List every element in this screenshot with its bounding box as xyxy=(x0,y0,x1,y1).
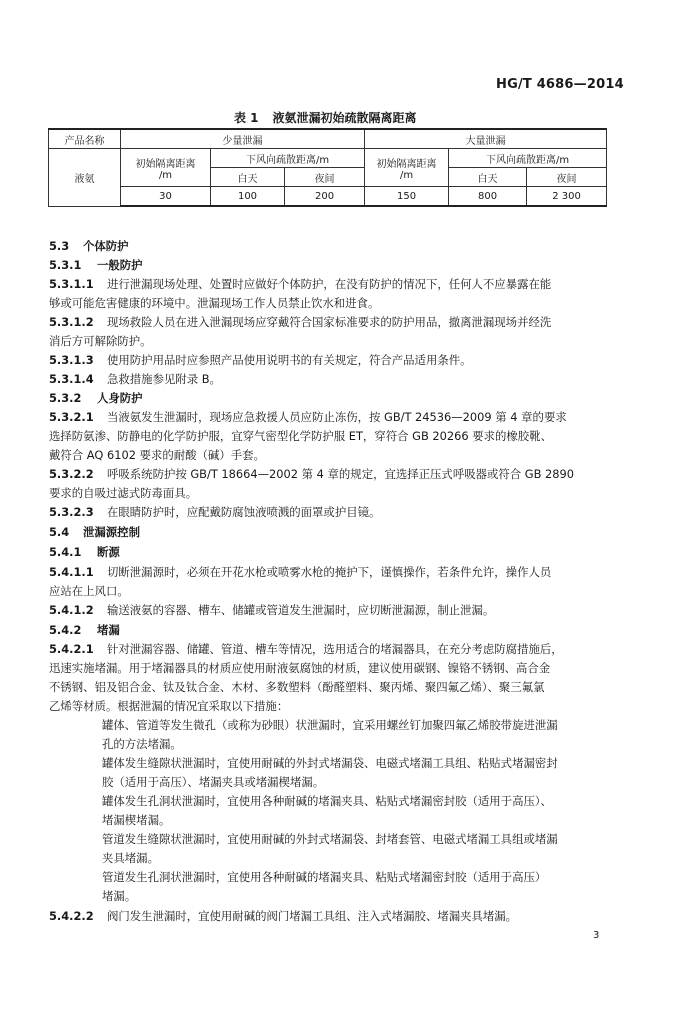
line-text: 戴符合 AQ 6102 要求的耐酸（碱）手套。 xyxy=(49,448,265,462)
section-heading xyxy=(49,622,120,638)
clause-number: 5.3.1.1 xyxy=(49,277,94,291)
line-text: 胶（适用于高压）、堵漏夹具或堵漏楔堵漏。 xyxy=(102,775,325,789)
line-text: 乙烯等材质。根据泄漏的情况宜采取以下措施： xyxy=(49,699,289,713)
paragraph-line xyxy=(49,698,288,714)
clause-number: 5.3.1.2 xyxy=(49,315,94,329)
line-text: 一般防护 xyxy=(97,258,143,272)
header-initial-distance-unit: /m xyxy=(399,169,414,181)
line-text: 管道发生缝隙状泄漏时，宜使用耐碱的外封式堵漏袋、封堵套管、电磁式堵漏工具组或堵漏 xyxy=(102,832,558,846)
line-text: 消后方可解除防护。 xyxy=(49,334,152,348)
cell-product-name: 液氨 xyxy=(49,149,121,207)
header-initial-distance-label: 初始隔离距离 xyxy=(376,158,437,170)
line-text: 堵漏楔堵漏。 xyxy=(102,813,171,827)
line-text: 在眼睛防护时，应配戴防腐蚀液喷溅的面罩或护目镜。 xyxy=(107,505,381,519)
paragraph-line xyxy=(49,504,380,520)
paragraph-line xyxy=(49,352,472,368)
paragraph-line xyxy=(49,602,494,618)
table-row xyxy=(49,187,607,207)
header-initial-distance-unit: /m xyxy=(158,169,173,181)
header-initial-distance-small xyxy=(121,149,211,187)
header-night: 夜间 xyxy=(285,168,365,187)
section-heading xyxy=(49,238,129,254)
line-text: 断源 xyxy=(97,545,120,559)
header-initial-distance-label: 初始隔离距离 xyxy=(135,158,196,170)
isolation-distance-table xyxy=(48,128,607,207)
paragraph-line xyxy=(102,774,324,790)
table-cell: 200 xyxy=(285,187,365,207)
line-text: 不锈钢、铝及铝合金、钛及钛合金、木材、多数塑料（酚醛塑料、聚丙烯、聚四氟乙烯）、聚三氟氯 xyxy=(49,680,545,694)
paragraph-line xyxy=(49,314,551,330)
line-text: 阀门发生泄漏时，宜使用耐碱的阀门堵漏工具组、注入式堵漏胶、堵漏夹具堵漏。 xyxy=(107,909,518,923)
section-heading xyxy=(49,257,143,273)
line-text: 泄漏源控制 xyxy=(83,525,140,539)
line-text: 孔的方法堵漏。 xyxy=(102,737,182,751)
header-downwind-small: 下风向疏散距离/m xyxy=(211,149,365,168)
header-small-leak: 少量泄漏 xyxy=(121,129,365,149)
paragraph-line xyxy=(102,869,546,885)
line-text: 应站在上风口。 xyxy=(49,584,129,598)
paragraph-line xyxy=(102,812,170,828)
line-text: 针对泄漏容器、储罐、管道、槽车等情况，选用适合的堵漏器具，在充分考虑防腐措施后， xyxy=(107,642,563,656)
clause-number: 5.3.1.4 xyxy=(49,372,94,386)
line-text: 堵漏 xyxy=(97,623,120,637)
clause-number: 5.3.2.2 xyxy=(49,467,94,481)
clause-number: 5.4.1.2 xyxy=(49,603,94,617)
section-heading xyxy=(49,524,140,540)
table-cell: 2 300 xyxy=(527,187,607,207)
line-text: 管道发生孔洞状泄漏时，宜使用各种耐碱的堵漏夹具、粘贴式堵漏密封胶（适用于高压） xyxy=(102,870,547,884)
line-text: 堵漏。 xyxy=(102,889,137,903)
paragraph-line xyxy=(49,564,551,580)
table-cell: 30 xyxy=(121,187,211,207)
line-text: 要求的自吸过滤式防毒面具。 xyxy=(49,486,198,500)
line-text: 急救措施参见附录 B。 xyxy=(107,372,221,386)
line-text: 选择防氨渗、防静电的化学防护服，宜穿气密型化学防护服 ET，穿符合 GB 20266 要求的橡胶靴、 xyxy=(49,429,552,443)
line-text: 呼吸系统防护按 GB/T 18664—2002 第 4 章的规定，宜选择正压式呼吸器或符合 GB 2890 xyxy=(107,467,575,481)
line-text: 人身防护 xyxy=(97,391,143,405)
paragraph-line xyxy=(102,850,159,866)
paragraph-line xyxy=(102,793,552,809)
paragraph-line xyxy=(49,333,152,349)
clause-number: 5.3.2.1 xyxy=(49,410,94,424)
paragraph-line xyxy=(49,908,517,924)
paragraph-line xyxy=(49,409,567,425)
page-number: 3 xyxy=(593,930,600,941)
header-large-leak: 大量泄漏 xyxy=(365,129,607,149)
paragraph-line xyxy=(49,466,574,482)
paragraph-line xyxy=(49,660,550,676)
clause-number: 5.4.1 xyxy=(49,545,82,559)
line-text: 迅速实施堵漏。用于堵漏器具的材质应使用耐液氨腐蚀的材质，建议使用碳钢、镍铬不锈钢、高合金 xyxy=(49,661,551,675)
table-cell: 150 xyxy=(365,187,449,207)
section-heading xyxy=(49,390,143,406)
paragraph-line xyxy=(102,831,558,847)
line-text: 罐体发生孔洞状泄漏时，宜使用各种耐碱的堵漏夹具、粘贴式堵漏密封胶（适用于高压）、 xyxy=(102,794,552,808)
header-night: 夜间 xyxy=(527,168,607,187)
clause-number: 5.3 xyxy=(49,239,70,253)
standard-code: HG/T 4686—2014 xyxy=(496,77,624,92)
header-initial-distance-large xyxy=(365,149,449,187)
line-text: 夹具堵漏。 xyxy=(102,851,159,865)
table-header-row xyxy=(49,129,607,149)
line-text: 使用防护用品时应参照产品使用说明书的有关规定，符合产品适用条件。 xyxy=(107,353,472,367)
clause-number: 5.4.2.2 xyxy=(49,909,94,923)
clause-number: 5.3.1.3 xyxy=(49,353,94,367)
line-text: 当液氨发生泄漏时，现场应急救援人员应防止冻伤，按 GB/T 24536—2009 第 4 章的要求 xyxy=(107,410,567,424)
paragraph-line xyxy=(49,428,552,444)
paragraph-line xyxy=(49,583,129,599)
table-caption xyxy=(234,109,431,126)
line-text: 罐体发生缝隙状泄漏时，宜使用耐碱的外封式堵漏袋、电磁式堵漏工具组、粘贴式堵漏密封 xyxy=(102,756,558,770)
line-text: 进行泄漏现场处理、处置时应做好个体防护，在没有防护的情况下，任何人不应暴露在能 xyxy=(107,277,552,291)
clause-number: 5.4 xyxy=(49,525,70,539)
clause-number: 5.3.1 xyxy=(49,258,82,272)
line-text: 够或可能危害健康的环境中。泄漏现场工作人员禁止饮水和进食。 xyxy=(49,296,380,310)
line-text: 切断泄漏源时，必须在开花水枪或喷雾水枪的掩护下，谨慎操作，若条件允许，操作人员 xyxy=(107,565,552,579)
clause-number: 5.4.2.1 xyxy=(49,642,94,656)
header-day: 白天 xyxy=(211,168,285,187)
table-caption-title: 液氨泄漏初始疏散隔离距离 xyxy=(272,111,417,125)
table-header-row xyxy=(49,149,607,168)
section-heading xyxy=(49,544,120,560)
paragraph-line xyxy=(102,888,136,904)
paragraph-line xyxy=(102,717,558,733)
line-text: 输送液氨的容器、槽车、储罐或管道发生泄漏时，应切断泄漏源，制止泄漏。 xyxy=(107,603,495,617)
paragraph-line xyxy=(49,679,545,695)
line-text: 个体防护 xyxy=(83,239,129,253)
clause-number: 5.3.2 xyxy=(49,391,82,405)
paragraph-line xyxy=(49,447,265,463)
table-cell: 800 xyxy=(449,187,527,207)
clause-number: 5.4.2 xyxy=(49,623,82,637)
paragraph-line xyxy=(49,295,379,311)
header-downwind-large: 下风向疏散距离/m xyxy=(449,149,607,168)
paragraph-line xyxy=(49,485,197,501)
header-day: 白天 xyxy=(449,168,527,187)
paragraph-line xyxy=(49,276,551,292)
table-cell: 100 xyxy=(211,187,285,207)
paragraph-line xyxy=(102,736,182,752)
paragraph-line xyxy=(49,371,221,387)
clause-number: 5.4.1.1 xyxy=(49,565,94,579)
clause-number: 5.3.2.3 xyxy=(49,505,94,519)
paragraph-line xyxy=(49,641,563,657)
header-product: 产品名称 xyxy=(49,129,121,149)
table-caption-number: 表 1 xyxy=(234,111,259,125)
line-text: 罐体、管道等发生微孔（或称为砂眼）状泄漏时，宜采用螺丝钉加聚四氟乙烯胶带旋进泄漏 xyxy=(102,718,558,732)
line-text: 现场救险人员在进入泄漏现场应穿戴符合国家标准要求的防护用品，撤离泄漏现场并经洗 xyxy=(107,315,552,329)
paragraph-line xyxy=(102,755,558,771)
